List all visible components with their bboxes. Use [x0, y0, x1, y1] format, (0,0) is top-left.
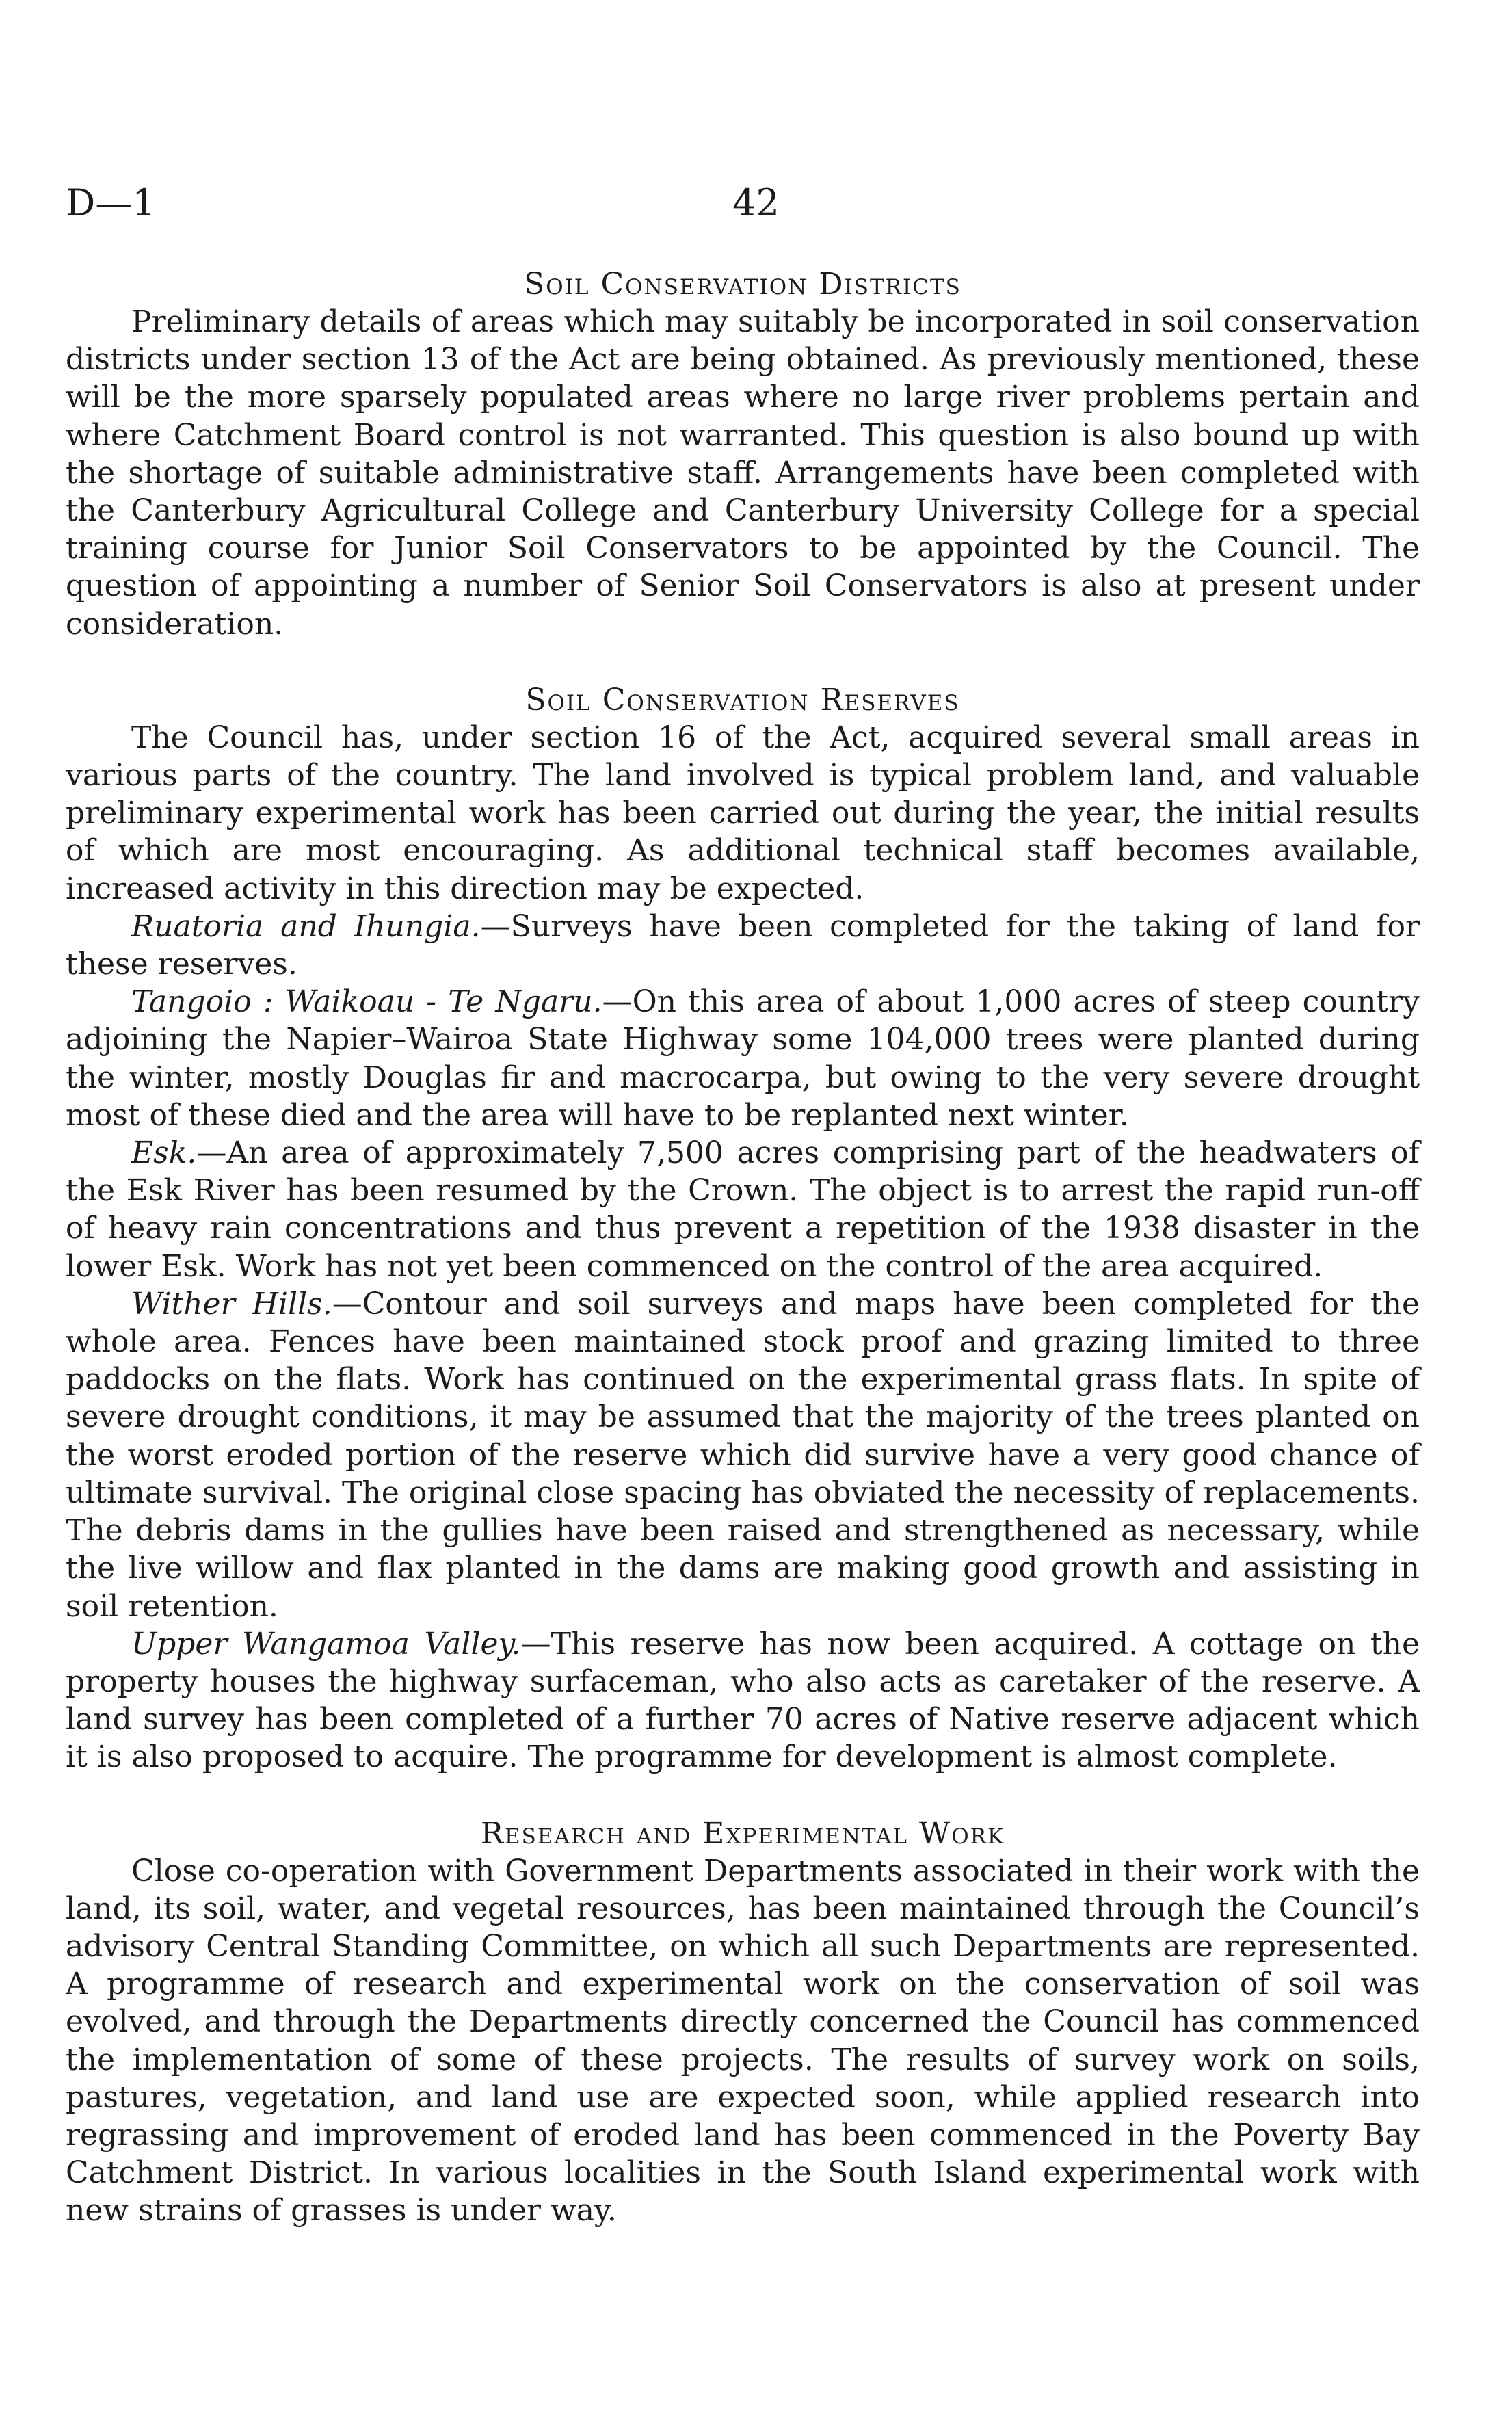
paragraph-reserves-intro: The Council has, under section 16 of the Act, acquired several small areas in various parts of the country. The land involved is typical problem land, and valuable preliminary experimental work has been carried out during the year, the initial results of which are most encouraging. As additional technical staff becomes available, increased activity in this direction may be expected.: [66, 720, 1420, 906]
page-body: [66, 265, 1420, 2230]
paragraph-research: Close co-operation with Government Departments associated in their work with the land, its soil, water, and vegetal resources, has been maintained through the Council’s advisory Central Standing Committee, on which all such Departments are represented. A programme of research and experimental work on the conservation of soil was evolved, and through the Departments directly concerned the Council has commenced the implementation of some of these projects. The results of survey work on soils, pastures, vegetation, and land use are expected soon, while applied research into regrassing and improvement of eroded land has been commenced in the Poverty Bay Catchment District. In various localities in the South Island experimental work with new strains of grasses is under way.: [66, 1853, 1420, 2229]
paragraph-upper-wangamoa: Upper Wangamoa Valley.—This reserve has now been acquired. A cottage on the property houses the highway surfaceman, who also acts as caretaker of the reserve. A land survey has been completed of a further 70 acres of Native reserve adjacent which it is also proposed to acquire. The programme for development is almost complete.: [66, 1626, 1420, 1775]
paragraph-lead: Esk.: [131, 1135, 197, 1171]
section-heading-districts: Soil Conservation Districts: [524, 267, 961, 302]
running-head: [66, 179, 1446, 227]
paragraph-lead: Upper Wangamoa Valley.: [131, 1626, 521, 1661]
paragraph-esk: Esk.—An area of approximately 7,500 acres comprising part of the headwaters of the Esk River has been resumed by the Crown. The object is to arrest the rapid run-off of heavy rain concentrations and thus prevent a repetition of the 1938 disaster in the lower Esk. Work has not yet been commenced on the control of the area acquired.: [66, 1135, 1420, 1284]
section-heading-reserves: Soil Conservation Reserves: [525, 682, 960, 718]
paragraph-districts: Preliminary details of areas which may suitably be incorporated in soil conservation districts under section 13 of the Act are being obtained. As previously mentioned, these will be the more sparsely populated areas where no large river problems pertain and where Catchment Board control is not warranted. This question is also bound up with the shortage of suitable administrative staff. Arrangements have been completed with the Canterbury Agricultural College and Canterbury University College for a special training course for Junior Soil Conservators to be appointed by the Council. The question of appointing a number of Senior Soil Conservators is also at present under consideration.: [66, 304, 1420, 642]
page-number: 42: [732, 181, 780, 224]
paragraph-wither-hills: Wither Hills.—Contour and soil surveys and maps have been completed for the whole area. Fences have been maintained stock proof and grazing limited to three paddocks on the flats. Work has continued on the experimental grass flats. In spite of severe drought conditions, it may be assumed that the majority of the trees planted on the worst eroded portion of the reserve which did survive have a very good chance of ultimate survival. The original close spacing has obviated the necessity of replacements. The debris dams in the gullies have been raised and strengthened as necessary, while the live willow and flax planted in the dams are making good growth and assisting in soil retention.: [66, 1286, 1420, 1624]
paragraph-ruatoria: Ruatoria and Ihungia.—Surveys have been completed for the taking of land for these reserves.: [66, 908, 1420, 982]
document-reference: D—1: [66, 181, 156, 224]
paragraph-lead: Tangoio : Waikoau - Te Ngaru.: [131, 984, 602, 1020]
paragraph-lead: Ruatoria and Ihungia.: [131, 908, 481, 944]
paragraph-tangoio: Tangoio : Waikoau - Te Ngaru.—On this area of about 1,000 acres of steep country adjoining the Napier–Wairoa State Highway some 104,000 trees were planted during the winter, mostly Douglas fir and macrocarpa, but owing to the very severe drought most of these died and the area will have to be replanted next winter.: [66, 984, 1420, 1133]
paragraph-lead: Wither Hills.: [131, 1286, 332, 1322]
section-heading-research: Research and Experimental Work: [480, 1815, 1005, 1851]
